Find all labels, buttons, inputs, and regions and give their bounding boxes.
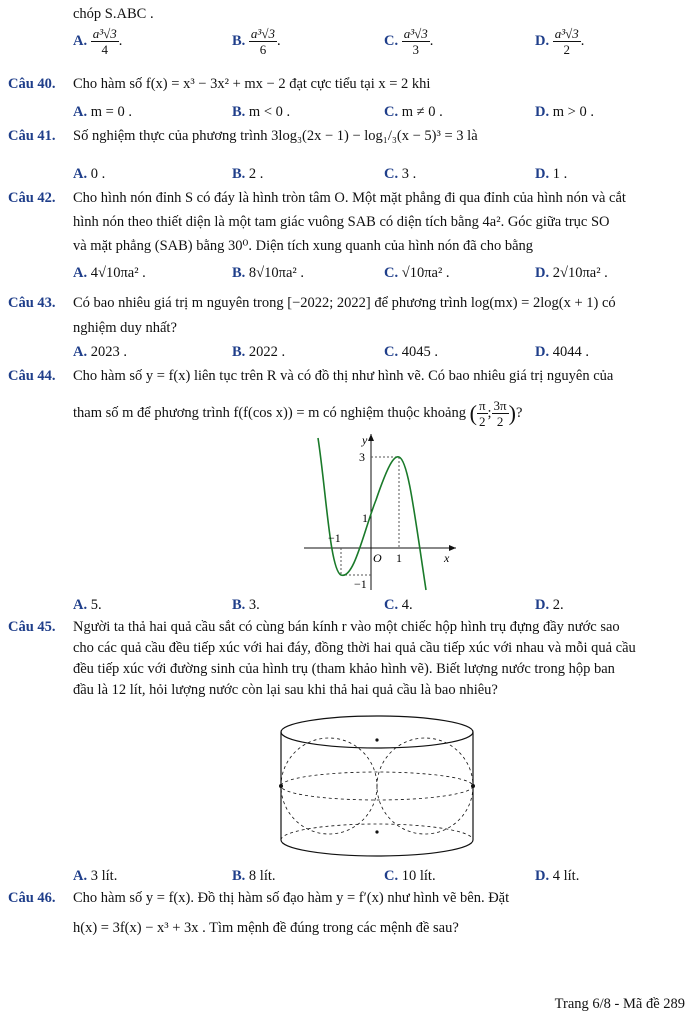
option: B. 8 lít. <box>232 868 276 884</box>
option: D. 2. <box>535 597 564 613</box>
option: A. m = 0 . <box>73 104 132 120</box>
tick-label: −1 <box>354 577 367 591</box>
fraction: $\frac{\pi}{2}$ <box>478 398 486 429</box>
q39-option-a: A. $\frac{\text{a³√3}}{4}$ . <box>73 26 123 57</box>
option: B. 8√10πa² . <box>232 265 304 281</box>
q39-option-b: B. $\frac{\text{a³√3}}{6}$ . <box>232 26 281 57</box>
question-label: Câu 43. <box>8 295 56 311</box>
cylinder-spheres-figure <box>276 706 481 868</box>
question-line: nghiệm duy nhất? <box>73 320 177 336</box>
option: C. 4045 . <box>384 344 438 360</box>
q39-option-c: C. $\frac{\text{a³√3}}{3}$ . <box>384 26 434 57</box>
page-footer: Trang 6/8 - Mã đề 289 <box>554 996 685 1012</box>
option: C. 4. <box>384 597 413 613</box>
option: A. 0 . <box>73 166 106 182</box>
question-label: Câu 44. <box>8 368 56 384</box>
y-axis-label: y <box>362 433 368 447</box>
option: A. 2023 . <box>73 344 127 360</box>
option: B. 3. <box>232 597 260 613</box>
function-graph <box>296 430 466 595</box>
fraction: $\frac{\text{a³√3}}{6}$ <box>250 26 275 57</box>
question-line: cho các quả cầu đều tiếp xúc với hai đáy, đồng thời hai quả cầu tiếp xúc với nhau và mỗi quả cầu <box>73 640 636 656</box>
question-label: Câu 45. <box>8 619 56 635</box>
option: C. 3 . <box>384 166 417 182</box>
option: D. 4 lít. <box>535 868 580 884</box>
option: C. m ≠ 0 . <box>384 104 443 120</box>
option: A. 4√10πa² . <box>73 265 146 281</box>
top-line: chóp S.ABC . <box>73 6 154 22</box>
option: B. m < 0 . <box>232 104 291 120</box>
question-line: Cho hàm số y = f(x) liên tục trên R và có đồ thị như hình vẽ. Có bao nhiêu giá trị nguyên của <box>73 368 614 384</box>
question-line: h(x) = 3f(x) − x³ + 3x . Tìm mệnh đề đúng trong các mệnh đề sau? <box>73 920 459 936</box>
option: C. 10 lít. <box>384 868 436 884</box>
option: B. 2 . <box>232 166 264 182</box>
question-line: hình nón theo thiết diện là một tam giác vuông SAB có diện tích bằng 4a². Góc giữa trục SO <box>73 214 610 230</box>
tick-label: 1 <box>362 511 368 525</box>
option: D. 2√10πa² . <box>535 265 608 281</box>
x-axis-label: x <box>444 551 450 565</box>
question-line: Người ta thả hai quả cầu sắt có cùng bán kính r vào một chiếc hộp hình trụ đựng đầy nước sao <box>73 619 620 635</box>
option: D. 4044 . <box>535 344 589 360</box>
question-text: Cho hàm số f(x) = x³ − 3x² + mx − 2 đạt cực tiểu tại x = 2 khi <box>73 76 431 92</box>
question-line: đầu là 12 lít, hỏi lượng nước còn lại sau khi thả hai quả cầu là bao nhiêu? <box>73 682 498 698</box>
option-label: A. <box>73 32 88 49</box>
option-label: B. <box>232 32 246 49</box>
question-line: Cho hàm số y = f(x). Đồ thị hàm số đạo hàm y = f′(x) như hình vẽ bên. Đặt <box>73 890 510 906</box>
fraction: $\frac{\text{a³√3}}{3}$ <box>403 26 428 57</box>
tick-label: −1 <box>328 531 341 545</box>
question-text: Số nghiệm thực của phương trình 3log₃(2x − 1) − log₁/₃(x − 5)³ = 3 là <box>73 128 478 144</box>
q39-option-d: D. $\frac{\text{a³√3}}{2}$ . <box>535 26 585 57</box>
question-line: tham số m để phương trình f(f(cos x)) = m có nghiệm thuộc khoảng ( $\frac{\pi}{2}$ ; $\frac{3\pi}{2}$ )? <box>73 398 523 429</box>
fraction: $\frac{\text{a³√3}}{2}$ <box>554 26 579 57</box>
fraction: $\frac{3\pi}{2}$ <box>493 398 507 429</box>
tick-label: 1 <box>396 551 402 565</box>
question-label: Câu 42. <box>8 190 56 206</box>
tick-label: 3 <box>359 450 365 464</box>
question-label: Câu 40. <box>8 76 56 92</box>
question-line: Cho hình nón đỉnh S có đáy là hình tròn tâm O. Một mặt phẳng đi qua đỉnh của hình nón và cắt <box>73 190 626 206</box>
option: C. √10πa² . <box>384 265 450 281</box>
option-label: D. <box>535 32 550 49</box>
option: D. m > 0 . <box>535 104 594 120</box>
option: D. 1 . <box>535 166 568 182</box>
option: A. 3 lít. <box>73 868 118 884</box>
option: A. 5. <box>73 597 102 613</box>
question-label: Câu 46. <box>8 890 56 906</box>
origin-label: O <box>373 551 382 565</box>
question-line: đều tiếp xúc với đường sinh của hình trụ (tham khảo hình vẽ). Biết lượng nước trong hộp ban <box>73 661 615 677</box>
fraction: $\frac{\text{a³√3}}{4}$ <box>92 26 117 57</box>
question-line: Có bao nhiêu giá trị m nguyên trong [−2022; 2022] để phương trình log(mx) = 2log(x + 1) có <box>73 295 616 311</box>
question-line: và mặt phẳng (SAB) bằng 30⁰. Diện tích xung quanh của hình nón đã cho bằng <box>73 238 534 254</box>
option-label: C. <box>384 32 399 49</box>
question-label: Câu 41. <box>8 128 56 144</box>
option: B. 2022 . <box>232 344 286 360</box>
